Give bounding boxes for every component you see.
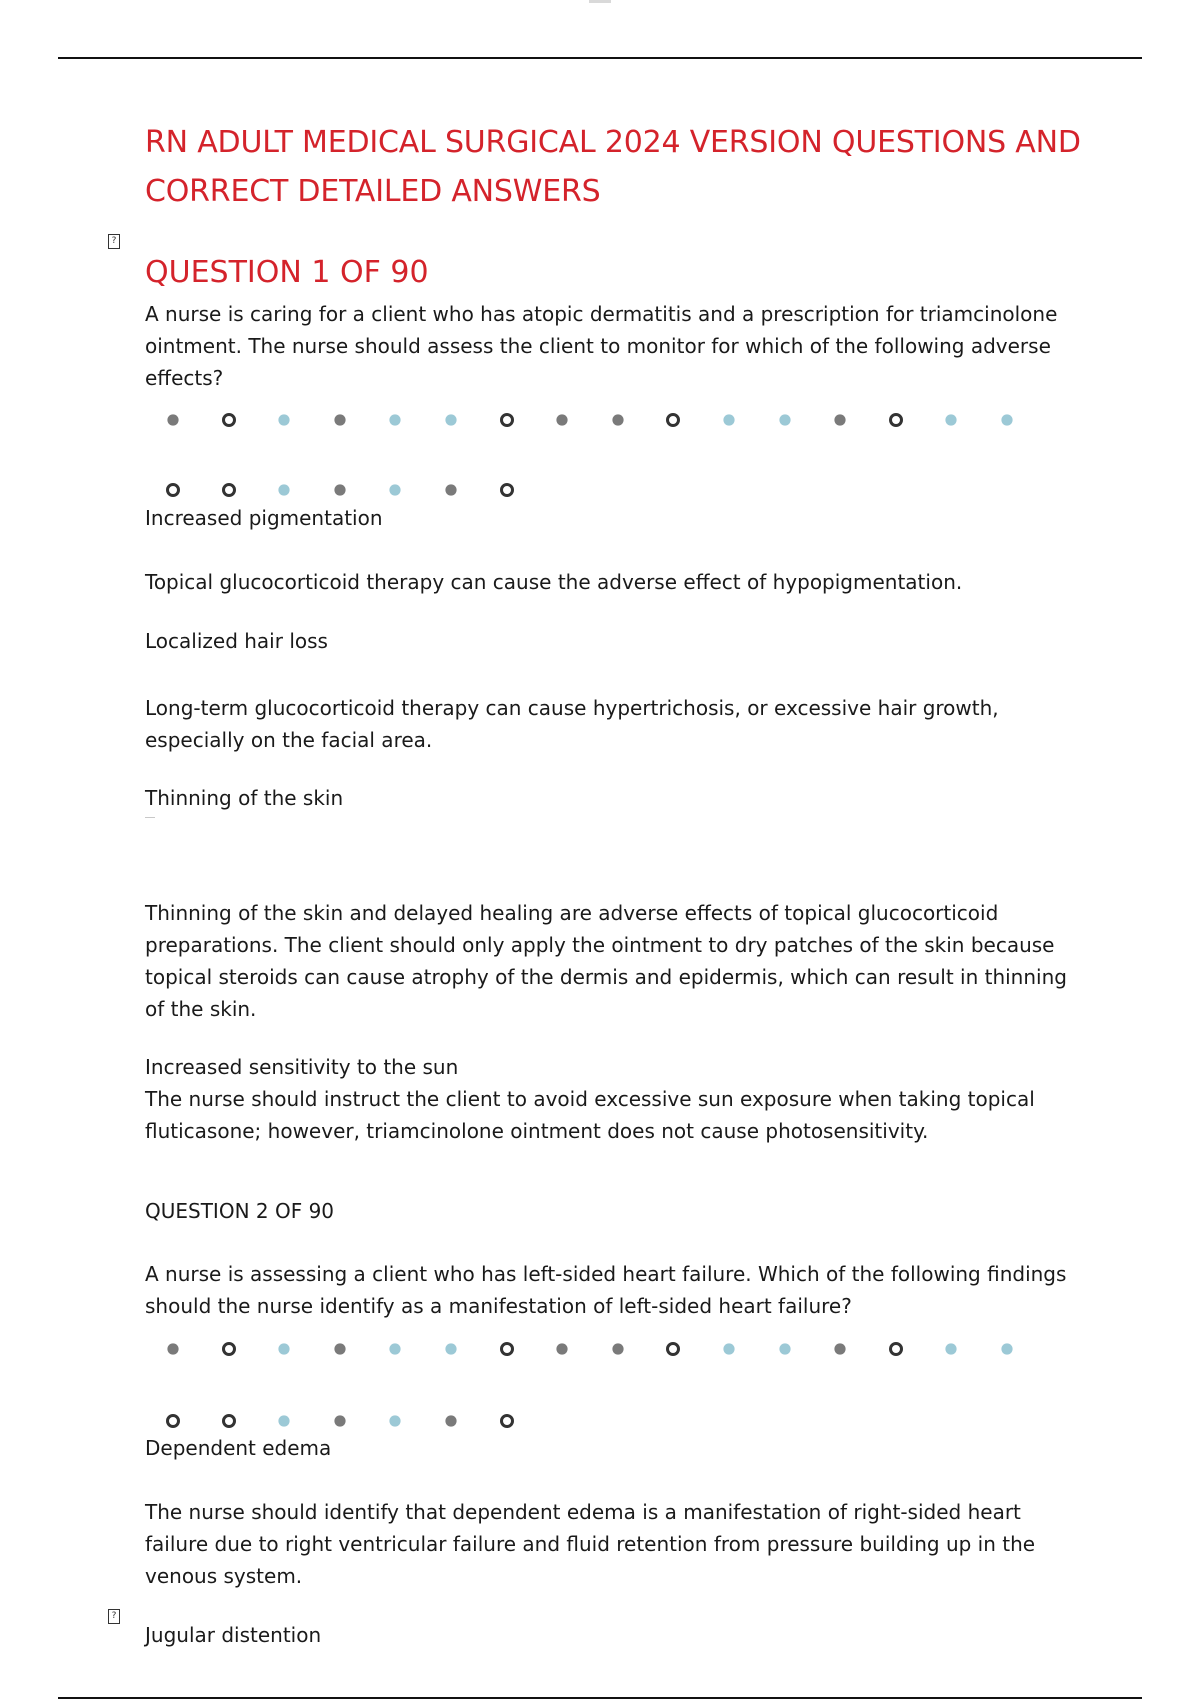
- underline-mark: [145, 817, 155, 818]
- answer-dot-blue: [390, 1415, 401, 1426]
- answer-dot-blue: [779, 1343, 790, 1354]
- answer-dot-ring: [222, 483, 236, 497]
- question-2-answer-dots-row-2: [166, 1414, 555, 1428]
- answer-dot-blue: [723, 1343, 734, 1354]
- answer-dot-blue: [390, 414, 401, 425]
- question-1-stem: A nurse is caring for a client who has atopic dermatitis and a prescription for triamcinolone ointment. The nurse should assess the client to monitor for which of the following adverse effects?: [145, 302, 1058, 390]
- missing-glyph-icon: ?: [108, 234, 120, 249]
- answer-dot-blue: [1001, 1343, 1012, 1354]
- document-title: RN ADULT MEDICAL SURGICAL 2024 VERSION QUESTIONS AND CORRECT DETAILED ANSWERS: [145, 125, 1081, 209]
- answer-dot-blue: [946, 414, 957, 425]
- answer-dot-blue: [390, 1343, 401, 1354]
- answer-dot-blue: [445, 1343, 456, 1354]
- answer-dot-gray: [557, 414, 568, 425]
- question-2-answer-dots-row-1: [166, 1342, 1056, 1356]
- answer-dot-gray: [445, 484, 456, 495]
- answer-dot-ring: [666, 1342, 680, 1356]
- question-1-option-1-rationale: Topical glucocorticoid therapy can cause the adverse effect of hypopigmentation.: [145, 570, 963, 594]
- question-2-option-1-label: Dependent edema: [145, 1436, 332, 1460]
- question-1-option-4-label: Increased sensitivity to the sun: [145, 1055, 459, 1079]
- answer-dot-gray: [835, 414, 846, 425]
- answer-dot-blue: [946, 1343, 957, 1354]
- answer-dot-blue: [723, 414, 734, 425]
- answer-dot-gray: [334, 414, 345, 425]
- question-2-option-2-label: Jugular distention: [145, 1623, 322, 1647]
- page-top-marker: [589, 0, 611, 3]
- answer-dot-blue: [390, 484, 401, 495]
- question-2-stem: A nurse is assessing a client who has left-sided heart failure. Which of the following findings should the nurse identify as a manifestation of left-sided heart failure?: [145, 1262, 1067, 1318]
- answer-dot-gray: [334, 484, 345, 495]
- answer-dot-blue: [279, 1415, 290, 1426]
- answer-dot-ring: [500, 483, 514, 497]
- answer-dot-ring: [500, 1414, 514, 1428]
- question-1-heading: QUESTION 1 OF 90: [145, 255, 429, 290]
- question-1-answer-dots-row-1: [166, 413, 1056, 427]
- answer-dot-blue: [779, 414, 790, 425]
- question-1-answer-dots-row-2: [166, 483, 555, 497]
- answer-dot-ring: [666, 413, 680, 427]
- question-1-option-4-rationale: The nurse should instruct the client to avoid excessive sun exposure when taking topical fluticasone; however, triamcinolone ointment does not cause photosensitivity.: [145, 1087, 1035, 1143]
- answer-dot-gray: [557, 1343, 568, 1354]
- header-rule: [58, 57, 1142, 59]
- question-2-option-1-rationale: The nurse should identify that dependent edema is a manifestation of right-sided heart failure due to right ventricular failure and fluid retention from pressure building up in the venous system.: [145, 1500, 1036, 1588]
- answer-dot-blue: [279, 484, 290, 495]
- question-2-heading: QUESTION 2 OF 90: [145, 1199, 335, 1223]
- question-1-option-2-rationale: Long-term glucocorticoid therapy can cause hypertrichosis, or excessive hair growth, especially on the facial area.: [145, 696, 999, 752]
- answer-dot-gray: [612, 1343, 623, 1354]
- answer-dot-ring: [166, 483, 180, 497]
- footer-rule: [58, 1697, 1142, 1699]
- answer-dot-ring: [500, 413, 514, 427]
- answer-dot-ring: [889, 413, 903, 427]
- answer-dot-gray: [167, 414, 178, 425]
- answer-dot-blue: [279, 1343, 290, 1354]
- answer-dot-ring: [222, 413, 236, 427]
- answer-dot-gray: [334, 1343, 345, 1354]
- answer-dot-ring: [222, 1414, 236, 1428]
- question-1-option-1-label: Increased pigmentation: [145, 506, 383, 530]
- answer-dot-ring: [889, 1342, 903, 1356]
- answer-dot-blue: [1001, 414, 1012, 425]
- question-1-option-3-rationale: Thinning of the skin and delayed healing are adverse effects of topical glucocorticoid preparations. The client should only apply the ointment to dry patches of the skin because topical steroids can cause atrophy of the dermis and epidermis, which can result in thinning of the skin.: [145, 901, 1067, 1021]
- answer-dot-gray: [167, 1343, 178, 1354]
- question-1-option-3-label: Thinning of the skin: [145, 786, 344, 810]
- answer-dot-blue: [445, 414, 456, 425]
- missing-glyph-icon: ?: [108, 1609, 120, 1624]
- answer-dot-gray: [445, 1415, 456, 1426]
- answer-dot-blue: [279, 414, 290, 425]
- answer-dot-gray: [835, 1343, 846, 1354]
- answer-dot-ring: [222, 1342, 236, 1356]
- answer-dot-ring: [500, 1342, 514, 1356]
- answer-dot-gray: [612, 414, 623, 425]
- question-1-option-2-label: Localized hair loss: [145, 629, 328, 653]
- answer-dot-gray: [334, 1415, 345, 1426]
- answer-dot-ring: [166, 1414, 180, 1428]
